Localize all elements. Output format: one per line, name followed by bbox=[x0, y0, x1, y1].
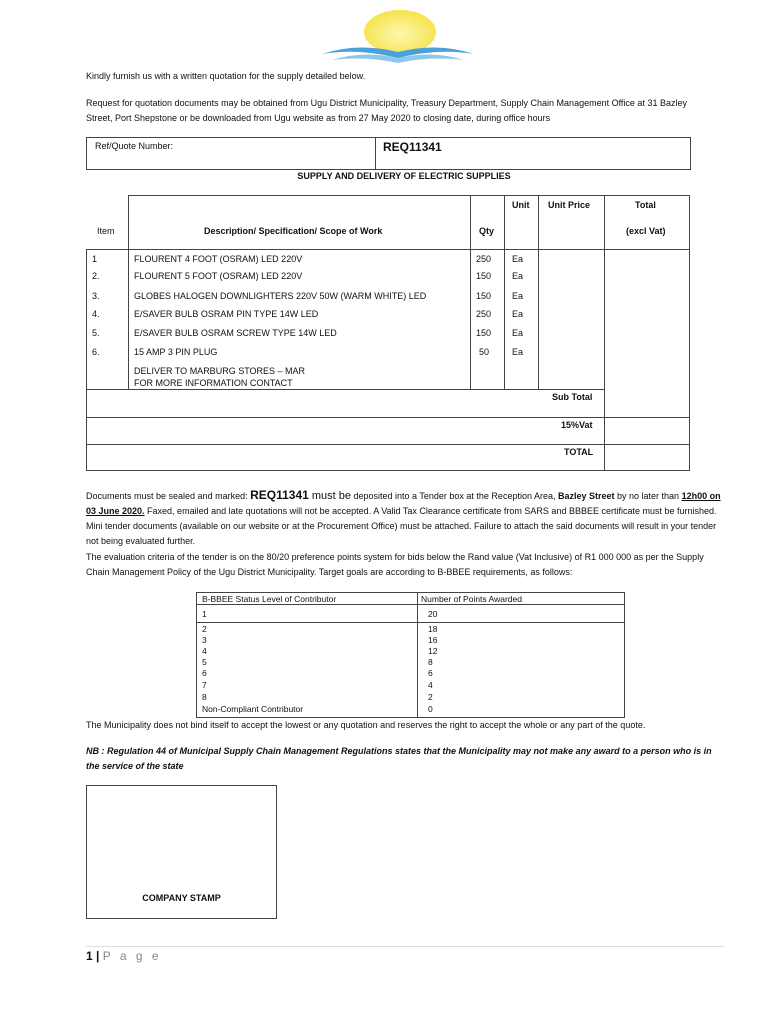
intro-text: Kindly furnish us with a written quotation for the supply detailed below. bbox=[86, 71, 366, 81]
docs-text-5: Faxed, emailed and late quotations will not be accepted. A Valid Tax Clearance certificate from SARS and BBBEE certificate must be furnished. Mini tender documents (available on our website or at the Procurement Office) must be attached. Failure to attach the said documents will result in your tender not being evaluated further. bbox=[86, 506, 717, 546]
table-row-6-qty: 50 bbox=[479, 347, 490, 357]
footer-divider bbox=[86, 946, 724, 947]
nb-regulation-note: NB : Regulation 44 of Municipal Supply Chain Management Regulations states that the Municipality may not make any award to a person who is in the service of the state bbox=[86, 746, 712, 771]
table-row-6-unit: Ea bbox=[512, 347, 524, 357]
bbbee-level-2: 2 bbox=[202, 624, 207, 634]
table-row-1-description: FLOURENT 4 FOOT (OSRAM) LED 220V bbox=[134, 254, 303, 264]
table-row-1-qty: 250 bbox=[476, 254, 492, 264]
header-description: Description/ Specification/ Scope of Work bbox=[204, 226, 383, 236]
municipality-disclaimer: The Municipality does not bind itself to accept the lowest or any quotation and reserves the right to accept the whole or any part of the quote. bbox=[86, 720, 646, 730]
page-word: P a g e bbox=[102, 949, 162, 963]
table-row-5-qty: 150 bbox=[476, 328, 492, 338]
bbbee-points-6: 6 bbox=[428, 668, 433, 678]
docs-deadline: 12h00 on 03 June 2020. bbox=[86, 491, 721, 516]
bbbee-level-1: 1 bbox=[202, 609, 207, 619]
table-row-5-item: 5. bbox=[92, 328, 100, 338]
table-row-3-unit: Ea bbox=[512, 291, 524, 301]
bbbee-level-non-compliant: Non-Compliant Contributor bbox=[202, 704, 304, 714]
bbbee-level-5: 5 bbox=[202, 657, 207, 667]
docs-street: Bazley Street bbox=[557, 491, 615, 501]
page-number: 1 bbox=[86, 949, 93, 963]
ref-quote-box bbox=[86, 137, 691, 170]
bbbee-points-table bbox=[196, 592, 625, 718]
bbbee-points-7: 4 bbox=[428, 680, 433, 690]
page-footer bbox=[86, 949, 162, 963]
bbbee-points-5: 8 bbox=[428, 657, 433, 667]
table-row-6-description: 15 AMP 3 PIN PLUG bbox=[134, 347, 218, 357]
table-row-2-description: FLOURENT 5 FOOT (OSRAM) LED 220V bbox=[134, 271, 303, 281]
bbbee-level-3: 3 bbox=[202, 635, 207, 645]
bbbee-level-6: 6 bbox=[202, 668, 207, 678]
grand-total-label: TOTAL bbox=[564, 447, 594, 457]
documents-paragraph bbox=[86, 488, 724, 549]
company-stamp-box bbox=[86, 785, 277, 919]
table-row-4-unit: Ea bbox=[512, 309, 524, 319]
evaluation-paragraph: The evaluation criteria of the tender is on the 80/20 preference points system for bids below the Rand value (Vat Inclusive) of R1 000 000 as per the Supply Chain Management Policy of the Ugu District Municipality. Target goals are according to B-BBEE requirements, as follows: bbox=[86, 552, 704, 577]
header-unit-price: Unit Price bbox=[548, 200, 591, 210]
docs-text-2: must be bbox=[308, 490, 351, 502]
table-row-4-item: 4. bbox=[92, 309, 100, 319]
table-row-5-description: E/SAVER BULB OSRAM SCREW TYPE 14W LED bbox=[134, 328, 337, 338]
bbbee-header-points: Number of Points Awarded bbox=[421, 594, 522, 604]
docs-text-3: deposited into a Tender box at the Reception Area, bbox=[351, 491, 558, 501]
bbbee-level-7: 7 bbox=[202, 680, 207, 690]
header-total: Total bbox=[635, 200, 656, 210]
header-item: Item bbox=[97, 226, 115, 236]
document-title: SUPPLY AND DELIVERY OF ELECTRIC SUPPLIES bbox=[297, 171, 511, 181]
table-row-3-item: 3. bbox=[92, 291, 100, 301]
docs-text-1: Documents must be sealed and marked: bbox=[86, 491, 251, 501]
header-qty: Qty bbox=[479, 226, 495, 236]
ref-quote-label: Ref/Quote Number: bbox=[95, 141, 174, 151]
bbbee-points-3: 16 bbox=[428, 635, 438, 645]
table-row-3-qty: 150 bbox=[476, 291, 492, 301]
page-separator: | bbox=[96, 949, 100, 963]
sub-total-label: Sub Total bbox=[552, 392, 593, 402]
bbbee-points-non-compliant: 0 bbox=[428, 704, 433, 714]
company-stamp-label: COMPANY STAMP bbox=[142, 893, 221, 903]
vat-label: 15%Vat bbox=[561, 420, 593, 430]
bbbee-points-4: 12 bbox=[428, 646, 438, 656]
table-row-2-qty: 150 bbox=[476, 271, 492, 281]
bbbee-level-8: 8 bbox=[202, 692, 207, 702]
request-text: Request for quotation documents may be obtained from Ugu District Municipality, Treasury Department, Supply Chain Management Office at 31 Bazley Street, Port Shepstone or be downloaded from Ugu website as from 27 May 2020 to closing date, during office hours bbox=[86, 98, 687, 123]
table-row-5-unit: Ea bbox=[512, 328, 524, 338]
municipality-logo bbox=[318, 8, 478, 64]
delivery-line-1: DELIVER TO MARBURG STORES – MAR bbox=[134, 366, 306, 376]
table-row-1-item: 1 bbox=[92, 254, 98, 264]
table-row-1-unit: Ea bbox=[512, 254, 524, 264]
bbbee-header-level: B-BBEE Status Level of Contributor bbox=[202, 594, 337, 604]
bbbee-level-4: 4 bbox=[202, 646, 207, 656]
ref-quote-value: REQ11341 bbox=[383, 140, 442, 154]
table-row-3-description: GLOBES HALOGEN DOWNLIGHTERS 220V 50W (WARM WHITE) LED bbox=[134, 291, 427, 301]
table-row-2-item: 2. bbox=[92, 271, 100, 281]
quote-table bbox=[86, 195, 690, 471]
docs-text-4: by no later than bbox=[614, 491, 682, 501]
bbbee-points-2: 18 bbox=[428, 624, 438, 634]
header-total-excl: (excl Vat) bbox=[626, 226, 666, 236]
delivery-line-2: FOR MORE INFORMATION CONTACT bbox=[134, 378, 293, 388]
table-row-6-item: 6. bbox=[92, 347, 100, 357]
header-unit: Unit bbox=[512, 200, 530, 210]
table-row-4-description: E/SAVER BULB OSRAM PIN TYPE 14W LED bbox=[134, 309, 319, 319]
bbbee-points-1: 20 bbox=[428, 609, 438, 619]
bbbee-points-8: 2 bbox=[428, 692, 433, 702]
docs-ref: REQ11341 bbox=[250, 488, 309, 502]
table-row-2-unit: Ea bbox=[512, 271, 524, 281]
table-row-4-qty: 250 bbox=[476, 309, 492, 319]
ref-divider bbox=[375, 138, 376, 169]
